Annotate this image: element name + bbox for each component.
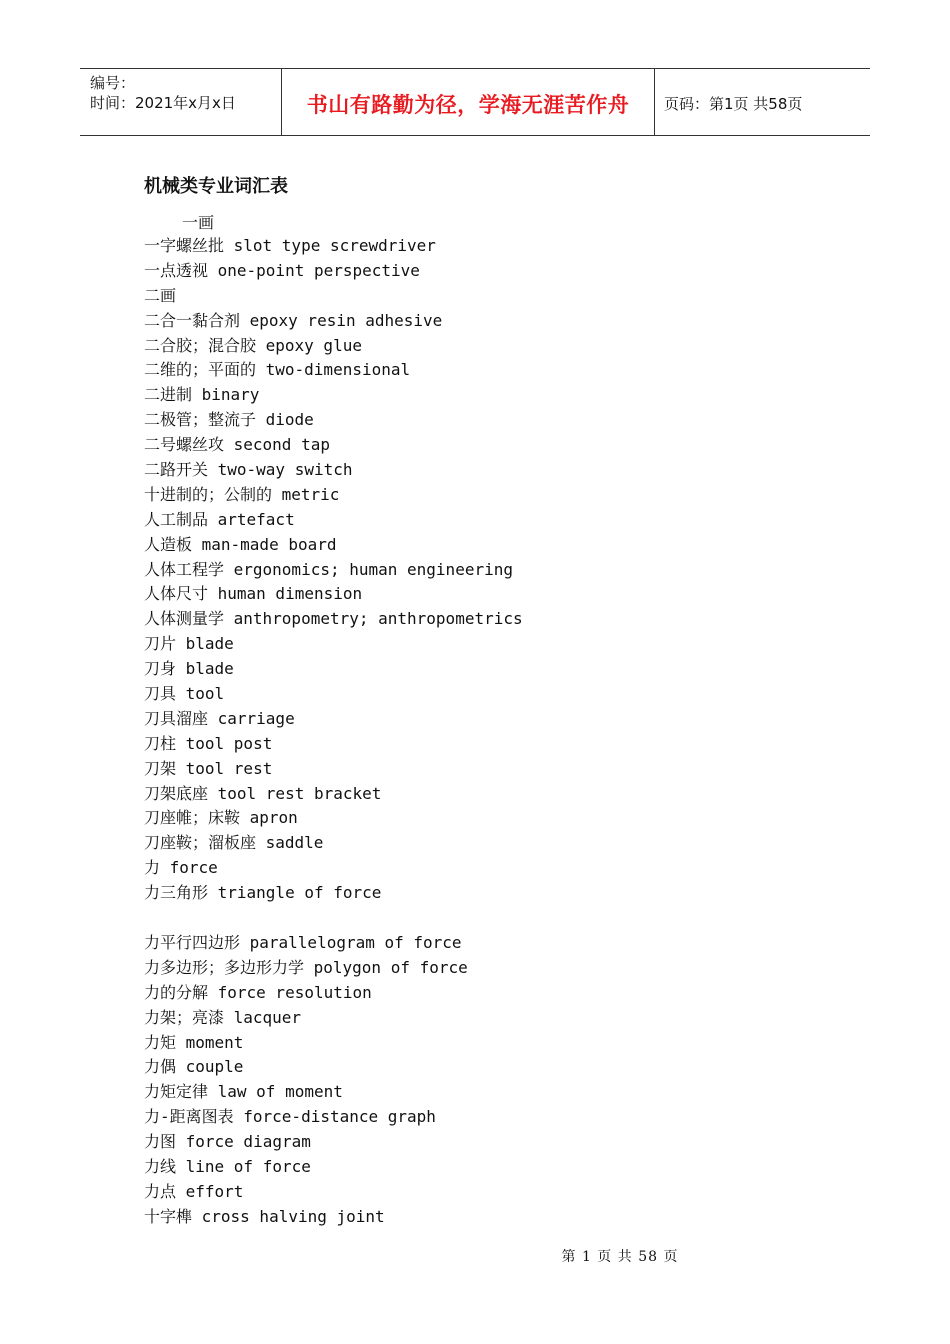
vocabulary-entry: 刀架 tool rest [144,758,273,778]
vocabulary-entry: 人造板 man-made board [144,534,337,554]
vocabulary-entry: 十字榫 cross halving joint [144,1206,385,1226]
vocabulary-entry: 力三角形 triangle of force [144,883,382,903]
document-date: 时间：2021年x月x日 [90,94,236,112]
header-meta [90,73,236,113]
vocabulary-entry: 力线 line of force [144,1156,311,1176]
section-heading: 一画 [182,213,215,232]
vocabulary-entry: 力的分解 force resolution [144,982,372,1002]
vocabulary-entry: 人体尺寸 human dimension [144,584,363,604]
vocabulary-entry: 人体工程学 ergonomics; human engineering [144,559,513,579]
vocabulary-entry: 刀具 tool [144,684,225,704]
vocabulary-entry: 力多边形；多边形力学 polygon of force [144,957,468,977]
header-divider [654,69,655,136]
vocabulary-entry: 刀具溜座 carriage [144,708,295,728]
vocabulary-entry: 二号螺丝攻 second tap [144,435,330,455]
vocabulary-entry: 一点透视 one-point perspective [144,260,420,280]
document-number-label: 编号： [90,74,136,92]
vocabulary-entry: 二维的；平面的 two-dimensional [144,360,411,380]
vocabulary-entry: 二进制 binary [144,385,260,405]
vocabulary-entry: 二合一黏合剂 epoxy resin adhesive [144,310,443,330]
vocabulary-entry: 十进制的；公制的 metric [144,484,340,504]
vocabulary-list [144,234,523,1230]
vocabulary-entry: 力 force [144,858,218,878]
vocabulary-entry: 刀座鞍；溜板座 saddle [144,833,324,853]
vocabulary-entry: 刀身 blade [144,659,234,679]
vocabulary-entry: 刀座帷；床鞍 apron [144,808,298,828]
vocabulary-entry: 刀架底座 tool rest bracket [144,783,382,803]
page-header [80,68,870,136]
vocabulary-entry: 力偶 couple [144,1057,244,1077]
vocabulary-entry: 力矩定律 law of moment [144,1082,343,1102]
vocabulary-entry: 力矩 moment [144,1032,244,1052]
vocabulary-entry: 二合胶；混合胶 epoxy glue [144,335,362,355]
vocabulary-entry: 力平行四边形 parallelogram of force [144,932,462,952]
vocabulary-entry: 人体测量学 anthropometry; anthropometrics [144,609,523,629]
vocabulary-entry [144,906,523,931]
vocabulary-entry: 力架；亮漆 lacquer [144,1007,302,1027]
vocabulary-entry: 一字螺丝批 slot type screwdriver [144,236,436,255]
header-page-info: 页码：第1页 共58页 [664,95,803,113]
vocabulary-entry: 二画 [144,285,177,305]
header-motto: 书山有路勤为径，学海无涯苦作舟 [306,93,630,117]
vocabulary-entry: 刀片 blade [144,634,234,654]
vocabulary-entry: 人工制品 artefact [144,509,295,529]
vocabulary-entry: 刀柱 tool post [144,733,273,753]
page-footer: 第 1 页 共 58 页 [561,1249,679,1265]
vocabulary-entry: 二极管；整流子 diode [144,410,314,430]
document-title: 机械类专业词汇表 [144,176,288,197]
vocabulary-entry: 力图 force diagram [144,1132,311,1152]
vocabulary-entry: 二路开关 two-way switch [144,460,353,480]
vocabulary-entry: 力点 effort [144,1181,244,1201]
vocabulary-entry: 力-距离图表 force-distance graph [144,1107,436,1127]
